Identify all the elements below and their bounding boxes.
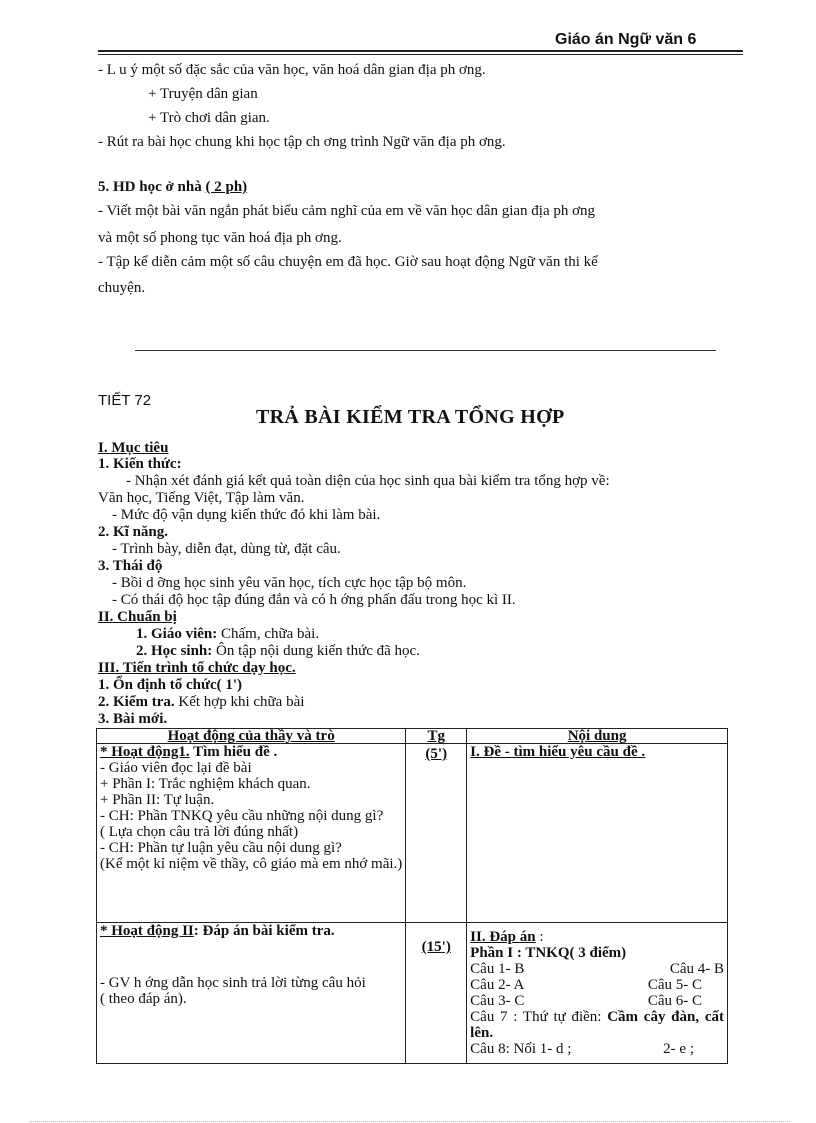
q8-line [470,1041,724,1057]
lesson-table [96,728,728,1064]
homework-heading [98,175,247,199]
text-line: chuyện. [98,280,146,296]
kiem-tra-text: Kết hợp khi chữa bài [174,694,305,710]
answer-heading: II. Đáp án [470,929,536,945]
teacher-text: Chấm, chữa bài. [217,626,320,642]
lesson-title: TRẢ BÀI KIỂM TRA TỔNG HỢP [256,406,565,428]
activity-cell [97,923,406,1064]
header-time: Tg [406,729,467,744]
header-title: Giáo án Ngữ văn 6 [555,31,697,48]
section-separator [135,350,716,351]
teacher-prep [136,626,319,642]
section-tien-trinh: III. Tiến trình tổ chức dạy học. [98,660,296,676]
header-activity: Hoạt động của thầy và trò [97,729,406,744]
answer-row [470,961,724,977]
part1-heading: Phần I : TNKQ( 3 điểm) [470,945,627,961]
text-line: Văn học, Tiếng Việt, Tập làm văn. [98,490,305,506]
text-line: - Có thái độ học tập đúng đắn và có h ớng phấn đấu trong học kì II. [112,592,516,608]
activity-line: - Giáo viên đọc lại đề bài [100,760,252,776]
table-row [97,923,728,1064]
answer: Câu 3- C [470,993,525,1009]
activity-cell [97,744,406,923]
section-muc-tieu: I. Mục tiêu [98,440,169,456]
heading-on-dinh: 1. Ổn định tổ chức( 1') [98,677,243,693]
student-prep [136,643,420,659]
activity-line: - GV h ớng dẫn học sinh trả lời từng câu hỏi [100,975,366,991]
answer: Câu 4- B [669,961,724,977]
activity-line: + Phần I: Trắc nghiệm khách quan. [100,776,311,792]
kiem-tra-label: 2. Kiểm tra. [98,694,175,710]
text-line: - Bồi d ỡng học sinh yêu văn học, tích cực học tập bộ môn. [112,575,467,591]
text-line: và một số phong tục văn hoá địa ph ơng. [98,230,342,246]
homework-heading-text: 5. HD học ở nhà [98,179,202,195]
answer: Câu 1- B [470,961,525,977]
header-rule [98,50,743,52]
time-cell: (5') [406,744,467,923]
text-line: + Trò chơi dân gian. [148,110,270,126]
activity-heading: * Hoạt động II [100,923,194,939]
text-line: - L u ý một số đặc sắc của văn học, văn hoá dân gian địa ph ơng. [98,62,486,78]
content-cell: I. Đề - tìm hiểu yêu cầu đề . [467,744,728,923]
activity-heading-rest: Tìm hiểu đề . [189,744,278,760]
header-rule-thin [98,54,743,55]
table-row [97,744,728,923]
content-cell [467,923,728,1064]
text-line: - Trình bày, diễn đạt, dùng từ, đặt câu. [112,541,341,557]
student-text: Ôn tập nội dung kiến thức đã học. [212,643,420,659]
answer-row [470,993,724,1009]
section-chuan-bi: II. Chuẩn bị [98,609,177,625]
activity-line: ( Lựa chọn câu trả lời đúng nhất) [100,824,299,840]
q7-text: Câu 7 : Thứ tự điền: [470,1009,608,1025]
text-line: + Truyện dân gian [148,86,258,102]
answer-heading-rest: : [535,929,544,945]
text-line: - Tập kể diễn cảm một số câu chuyện em đã học. Giờ sau hoạt động Ngữ văn thi kể [98,254,598,270]
text-line: - Nhận xét đánh giá kết quả toàn diện của học sinh qua bài kiểm tra tổng hợp về: [126,473,610,489]
text-line: - Mức độ vận dụng kiến thức đó khi làm bài. [112,507,381,523]
activity-heading: * Hoạt động1. [100,744,190,760]
text-line: - Viết một bài văn ngắn phát biểu cảm nghĩ của em về văn học dân gian địa ph ơng [98,203,596,219]
answer: Câu 5- C [647,977,702,993]
heading-bai-moi: 3. Bài mới. [98,711,168,727]
table-header-row [97,729,728,744]
q8-text: Câu 8: Nối 1- d ; [470,1041,572,1057]
teacher-label: 1. Giáo viên: [136,626,218,642]
student-label: 2. Học sinh: [136,643,213,659]
heading-kien-thuc: 1. Kiến thức: [98,456,182,472]
homework-time: ( 2 ph) [205,179,248,195]
answer-row [470,977,724,993]
heading-ki-nang: 2. Kĩ năng. [98,524,169,540]
q7-line [470,1009,724,1041]
activity-line: ( theo đáp án). [100,991,187,1007]
q7-answer: Cầm cây đàn, cất lên. [470,1009,724,1041]
kiem-tra-line [98,694,304,710]
header-content: Nội dung [467,729,728,744]
page-bottom-dotted [30,1121,790,1122]
lesson-number: TIẾT 72 [98,392,152,409]
heading-thai-do: 3. Thái độ [98,558,163,574]
activity-line: - CH: Phần TNKQ yêu cầu những nội dung gì? [100,808,384,824]
q8-right: 2- e ; [663,1041,694,1057]
activity-heading-rest: : Đáp án bài kiểm tra. [193,923,335,939]
activity-line: + Phần II: Tự luận. [100,792,215,808]
answer: Câu 2- A [470,977,525,993]
activity-line: (Kể một kỉ niệm về thầy, cô giáo mà em nhớ mãi.) [100,856,403,872]
answer: Câu 6- C [647,993,702,1009]
activity-line: - CH: Phần tự luận yêu cầu nội dung gì? [100,840,342,856]
text-line: - Rút ra bài học chung khi học tập ch ơng trình Ngữ văn địa ph ơng. [98,134,506,150]
time-cell: (15') [406,923,467,1064]
